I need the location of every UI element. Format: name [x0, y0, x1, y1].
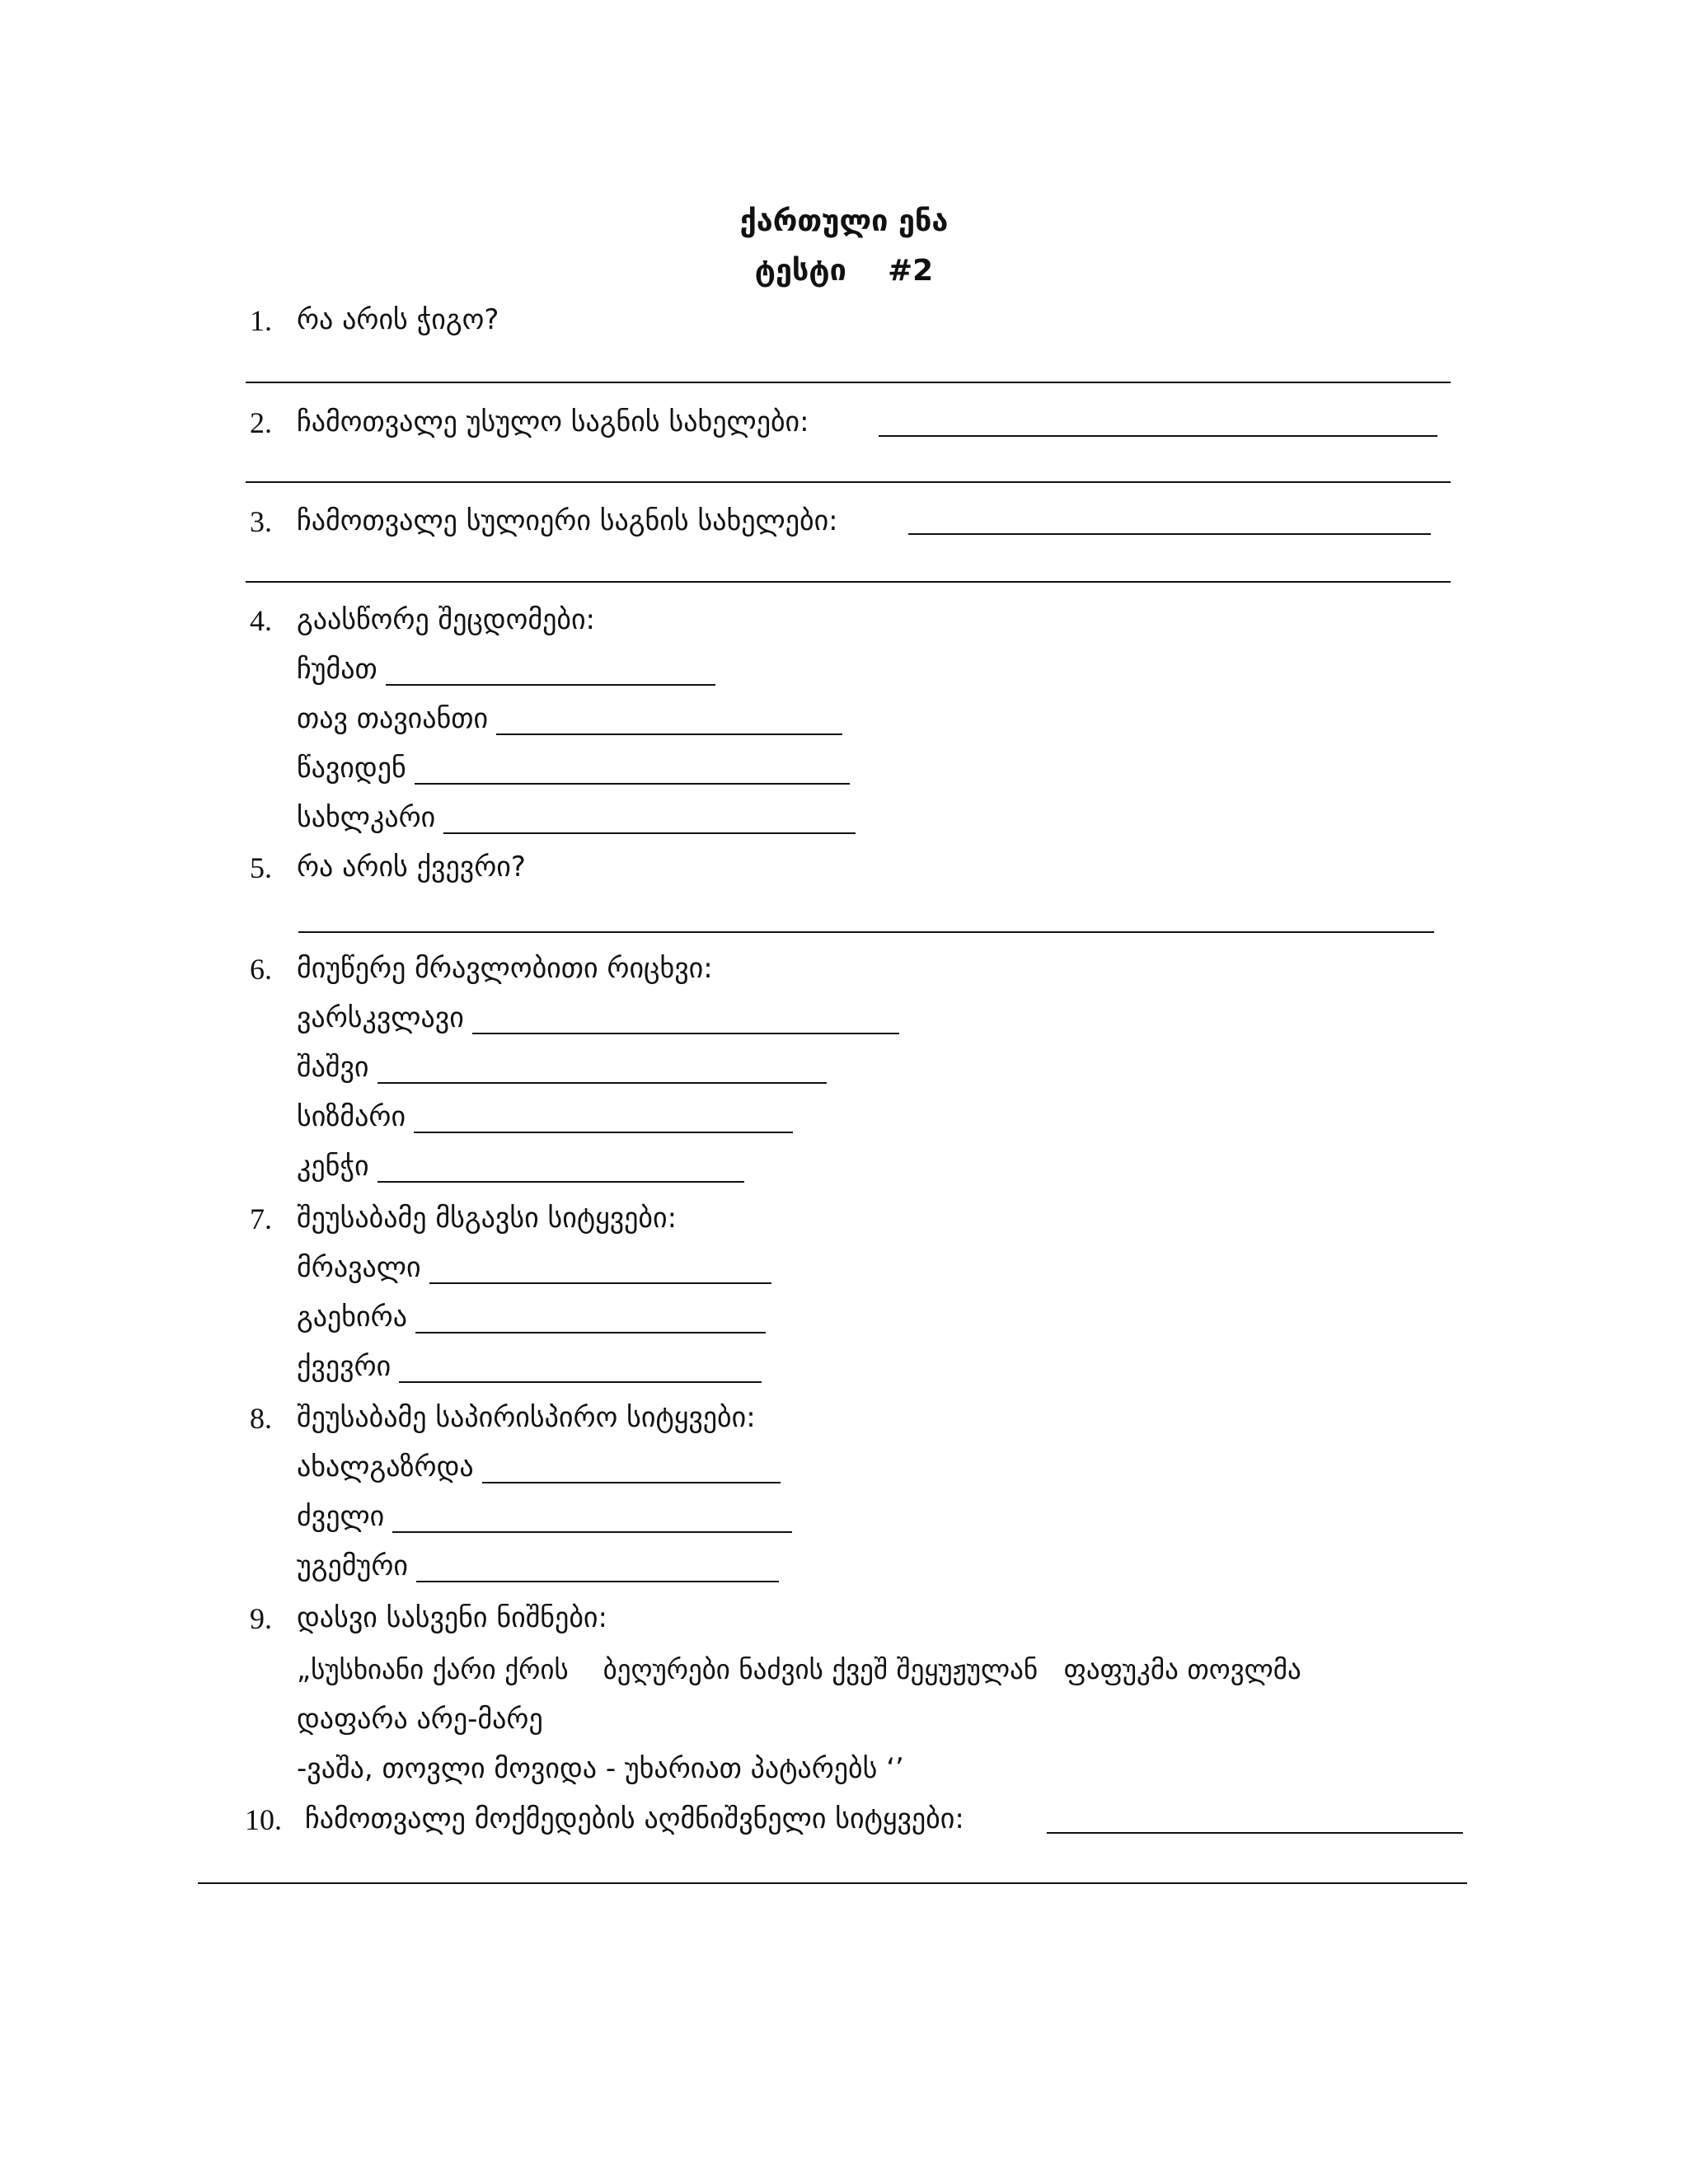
- question-7-item: [297, 1350, 762, 1383]
- question-8-item: [297, 1451, 781, 1483]
- question-3-answer-line[interactable]: [908, 533, 1431, 535]
- question-4-item: [297, 801, 856, 834]
- question-6-item: [297, 1001, 899, 1034]
- question-6-item: [297, 1051, 827, 1084]
- question-3-number: 3.: [250, 505, 272, 538]
- question-7-item: [297, 1301, 766, 1333]
- question-6-answer-line[interactable]: [377, 1156, 744, 1183]
- question-7-answer-line[interactable]: [429, 1258, 771, 1284]
- question-8-word: ახალგაზრდა: [297, 1451, 474, 1483]
- question-6-answer-line[interactable]: [377, 1057, 827, 1084]
- question-6-answer-line[interactable]: [472, 1008, 899, 1034]
- question-6-word: შაშვი: [297, 1051, 369, 1084]
- question-10-number: 10.: [245, 1803, 282, 1836]
- question-4-item: [297, 752, 850, 785]
- question-3-answer-line-2[interactable]: [246, 581, 1451, 583]
- question-9-passage-line: -ვაშა, თოვლი მოვიდა - უხარიათ პატარებს ‘’: [297, 1752, 904, 1785]
- question-6-number: 6.: [250, 953, 272, 986]
- question-8-answer-line[interactable]: [482, 1457, 781, 1483]
- question-6-answer-line[interactable]: [414, 1107, 793, 1133]
- question-8-text: შეუსაბამე საპირისპირო სიტყვები:: [297, 1401, 756, 1434]
- question-9-number: 9.: [250, 1602, 272, 1635]
- question-2-text: ჩამოთვალე უსულო საგნის სახელები:: [297, 405, 809, 438]
- question-4-word: ჩუმათ: [297, 653, 377, 686]
- question-4-answer-line[interactable]: [496, 709, 842, 735]
- question-1-text: რა არის ჭიგო?: [297, 303, 499, 336]
- question-3-text: ჩამოთვალე სულიერი საგნის სახელები:: [297, 504, 838, 537]
- question-4-answer-line[interactable]: [443, 808, 856, 834]
- question-8-answer-line[interactable]: [416, 1556, 779, 1582]
- question-8-word: ძველი: [297, 1500, 385, 1533]
- question-7-word: ქვევრი: [297, 1350, 392, 1383]
- question-2-answer-line-2[interactable]: [246, 481, 1451, 483]
- question-9-text: დასვი სასვენი ნიშნები:: [297, 1601, 607, 1634]
- question-10-answer-line[interactable]: [1047, 1832, 1463, 1834]
- question-7-answer-line[interactable]: [415, 1307, 766, 1333]
- question-5-answer-line[interactable]: [298, 931, 1434, 933]
- question-9-passage-line: „სუსხიანი ქარი ქრის ბეღურები ნაძვის ქვეშ შეყუჟულან ფაფუკმა თოვლმა: [297, 1653, 1301, 1685]
- question-4-number: 4.: [250, 604, 272, 637]
- question-10-text: ჩამოთვალე მოქმედების აღმნიშვნელი სიტყვები:: [305, 1802, 964, 1835]
- question-2-number: 2.: [250, 406, 272, 439]
- question-7-word: მრავალი: [297, 1251, 421, 1284]
- question-7-item: [297, 1251, 771, 1284]
- question-4-answer-line[interactable]: [386, 659, 715, 686]
- question-7-number: 7.: [250, 1202, 272, 1235]
- question-8-item: [297, 1500, 792, 1533]
- page-subtitle: ტესტი #2: [754, 254, 934, 288]
- question-6-item: [297, 1150, 744, 1183]
- question-7-text: შეუსაბამე მსგავსი სიტყვები:: [297, 1202, 678, 1235]
- question-6-word: ვარსკვლავი: [297, 1001, 464, 1034]
- question-8-number: 8.: [250, 1402, 272, 1435]
- question-4-answer-line[interactable]: [415, 758, 850, 785]
- question-6-word: კენჭი: [297, 1150, 369, 1183]
- question-4-text: გაასწორე შეცდომები:: [297, 603, 596, 636]
- question-8-item: [297, 1549, 779, 1582]
- question-4-item: [297, 702, 842, 735]
- question-6-text: მიუწერე მრავლობითი რიცხვი:: [297, 952, 713, 985]
- question-2-answer-line[interactable]: [879, 435, 1437, 437]
- question-9-passage-line: დაფარა არე-მარე: [297, 1703, 543, 1736]
- question-5-text: რა არის ქვევრი?: [297, 851, 526, 883]
- question-5-number: 5.: [250, 851, 272, 884]
- question-6-word: სიზმარი: [297, 1100, 406, 1133]
- question-4-word: სახლკარი: [297, 801, 436, 834]
- question-7-word: გაეხირა: [297, 1301, 407, 1333]
- page-title: ქართული ენა: [739, 204, 949, 238]
- question-6-item: [297, 1100, 793, 1133]
- question-1-answer-line[interactable]: [246, 382, 1451, 383]
- question-8-word: უგემური: [297, 1549, 408, 1582]
- question-10-answer-line-2[interactable]: [198, 1882, 1467, 1884]
- question-4-item: [297, 653, 715, 686]
- question-7-answer-line[interactable]: [399, 1357, 762, 1383]
- question-8-answer-line[interactable]: [392, 1507, 792, 1533]
- question-4-word: თავ თავიანთი: [297, 702, 489, 735]
- question-4-word: წავიდენ: [297, 752, 406, 785]
- question-1-number: 1.: [250, 304, 272, 337]
